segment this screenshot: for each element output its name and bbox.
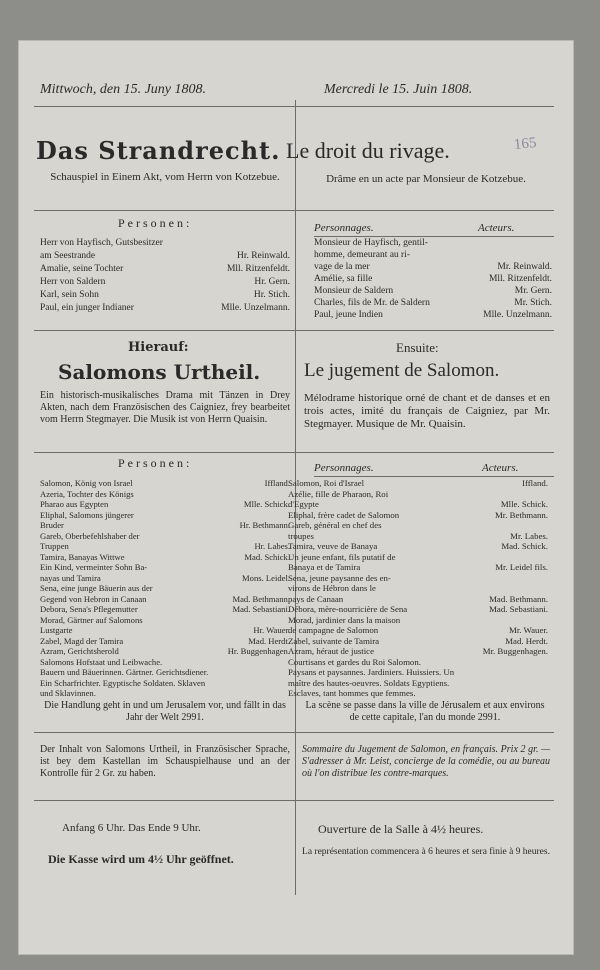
cast-row [288, 646, 548, 657]
cast-role: Banaya et de Tamira [288, 562, 361, 572]
cast-actor: Mad. Schick. [501, 541, 548, 551]
cast-role: Sena, jeune paysanne des en- [288, 572, 391, 583]
cast-role: Paysans et paysannes. Jardiniers. Huissiers. Un [288, 667, 455, 677]
cast-actor: Hr. Buggenhagen. [227, 646, 290, 656]
cast-role: Monsieur de Saldern [314, 286, 394, 296]
cast-actor: Iffland. [264, 478, 290, 488]
cast-role: Courtisans et gardes du Roi Salomon. [288, 656, 421, 667]
cast-row [288, 541, 548, 552]
cast-actor: Hr. Reinwald. [236, 251, 290, 261]
divider [314, 236, 554, 237]
cast-role: Bauern und Bäuerinnen. Gärtner. Gerichtsdiener. [40, 667, 209, 677]
divider [34, 210, 554, 211]
cast-actor: Iffland. [522, 478, 548, 488]
play1-subtitle-french: Drâme en un acte par Monsieur de Kotzebue. [326, 173, 526, 185]
divider [34, 800, 554, 801]
cast-row [40, 520, 290, 531]
cast-row [40, 625, 290, 636]
setting-german: Die Handlung geht in und um Jerusalem vor, und fällt in das Jahr der Welt 2991. [44, 700, 286, 723]
divider [34, 732, 554, 733]
cast-row [288, 489, 548, 500]
cast-row [40, 499, 290, 510]
cast-role: Débora, mère-nourricière de Sena [288, 604, 408, 614]
cast-row [40, 303, 290, 314]
cast-row [40, 667, 290, 678]
cast-role: Ein Scharfrichter. Egyptische Soldaten. Sklaven [40, 677, 206, 688]
cast-actor: Mr. Stich. [514, 298, 552, 308]
play2-cast-heading-actors: Acteurs. [482, 462, 519, 474]
cast-actor: Mr. Reinwald. [497, 262, 552, 272]
cast-role: Eliphal, frère cadet de Salomon [288, 509, 400, 520]
cast-role: nayas und Tamira [40, 572, 101, 583]
cast-actor: Hr. Labes. [254, 541, 290, 551]
cast-row [40, 277, 290, 288]
cast-row [40, 604, 290, 615]
cast-role: Debora, Sena's Pflegemutter [40, 604, 138, 614]
cast-row [40, 510, 290, 521]
cast-row [40, 678, 290, 689]
cast-role: Truppen [40, 541, 69, 551]
cast-role: Lustgarte [40, 625, 73, 635]
playbill-page [18, 40, 574, 955]
cast-row [40, 541, 290, 552]
cast-row [314, 274, 552, 285]
cast-actor: Mr. Wauer. [509, 625, 548, 635]
cast-actor: Hr. Stich. [253, 290, 290, 300]
cast-role: maître des hautes-oeuvres. Soldats Egyptiens. [288, 677, 450, 688]
cast-role: Gareb, général en chef des [288, 520, 382, 530]
cast-role: Salomons Hofstaat und Leibwache. [40, 656, 163, 667]
setting-french: La scène se passe dans la ville de Jérusalem et aux environs de cette capitale, l'an du monde 2991. [305, 700, 545, 723]
play2-description-german: Ein historisch-musikalisches Drama mit Tänzen in Drey Akten, nach dem Französischen des Caigniez, frey bearbeitet vom Herrn Stegmayer. Die Musik ist von Herrn Quaisin. [40, 390, 290, 425]
play1-cast-heading-roles: Personnages. [314, 222, 374, 234]
cast-role: Azeria, Tochter des Königs [40, 488, 134, 499]
cast-row [40, 573, 290, 584]
then-german: Hierauf: [128, 340, 189, 355]
cast-row [40, 251, 290, 262]
cast-role: Monsieur de Hayfisch, gentil- [314, 238, 428, 248]
cast-row [288, 604, 548, 615]
play2-cast-heading-german: Personen: [118, 456, 193, 470]
cast-role: Herr von Saldern [40, 277, 106, 287]
cast-actor: Mad. Herdt. [248, 635, 290, 646]
cast-row [288, 678, 548, 689]
cast-actor: Mr. Buggenhagen. [482, 646, 548, 656]
play1-title-french: Le droit du rivage. [286, 138, 450, 163]
cast-role: und Sklavinnen. [40, 688, 96, 698]
cast-row [314, 262, 552, 273]
cast-role: Sena, eine junge Bäuerin aus der [40, 583, 153, 593]
cast-row [288, 552, 548, 563]
cast-role: Paul, ein junger Indianer [40, 303, 134, 313]
cast-role: Tamira, Banayas Wittwe [40, 551, 125, 562]
cast-row [314, 298, 552, 309]
then-french: Ensuite: [396, 340, 439, 355]
cast-row [288, 625, 548, 636]
cast-role: troupes [288, 530, 314, 541]
cast-row [288, 615, 548, 626]
cast-row [40, 489, 290, 500]
cast-actor: Mlle. Schick. [500, 499, 548, 509]
divider [34, 452, 554, 453]
cast-role: Karl, sein Sohn [40, 290, 99, 300]
cast-row [288, 583, 548, 594]
times-french: La représentation commencera à 6 heures et sera finie à 9 heures. [302, 847, 550, 857]
cast-actor: Mlle. Unzelmann. [221, 303, 290, 313]
cast-role: Un jeune enfant, fils putatif de [288, 551, 396, 562]
cast-row [314, 238, 552, 249]
cast-actor: Mr. Labes. [510, 530, 548, 541]
cast-role: pays de Canaan [288, 593, 344, 604]
cast-role: Salomon, Roi d'Israel [288, 478, 365, 488]
cast-role: Salomon, König von Israel [40, 478, 133, 488]
cast-actor: Mad. Bethmann. [489, 593, 548, 604]
cast-row [288, 667, 548, 678]
cast-role: Herr von Hayfisch, Gutsbesitzer [40, 238, 163, 248]
cast-row [40, 562, 290, 573]
play2-description-french: Mélodrame historique orné de chant et de danses et en trois actes, imité du français de Caigniez, par Mr. Stegmayer. Musique de Mr. Quaisin. [304, 392, 550, 430]
cast-role: Zabel, suivante de Tamira [288, 635, 380, 646]
notice-french: Sommaire du Jugement de Salomon, en français. Prix 2 gr. — S'adresser à Mr. Leist, concierge de la comédie, ou au bureau où l'on distribue les contre-marques. [302, 744, 550, 779]
cast-role: am Seestrande [40, 251, 96, 261]
date-german: Mittwoch, den 15. Juny 1808. [40, 82, 207, 97]
play2-cast-heading-roles: Personnages. [314, 462, 374, 474]
cast-row [40, 583, 290, 594]
cast-role: Esclaves, tant hommes que femmes. [288, 688, 416, 698]
cast-row [288, 657, 548, 668]
cast-actor: Mad. Sebastiani. [489, 604, 548, 614]
cast-role: Gegend von Hebron in Canaan [40, 593, 147, 604]
cast-row [288, 636, 548, 647]
cast-row [40, 531, 290, 542]
cast-actor: Mlle. Schick. [243, 499, 290, 509]
cast-row [288, 594, 548, 605]
cast-row [40, 688, 290, 699]
cast-role: Eliphal, Salomons jüngerer [40, 509, 134, 520]
cast-actor: Mr. Bethmann. [494, 509, 548, 520]
cast-row [314, 250, 552, 261]
cast-role: Amalie, seine Tochter [40, 264, 124, 274]
cast-row [40, 552, 290, 563]
divider [314, 476, 554, 477]
cast-role: Azélie, fille de Pharaon, Roi [288, 488, 389, 499]
cast-row [40, 238, 290, 249]
date-french: Mercredi le 15. Juin 1808. [324, 82, 473, 97]
archive-number: 165 [513, 134, 538, 154]
cast-role: Azram, Gerichtsherold [40, 646, 119, 656]
cast-row [288, 562, 548, 573]
cast-row [288, 478, 548, 489]
box-office-german: Die Kasse wird um 4½ Uhr geöffnet. [48, 852, 234, 866]
cast-row [40, 636, 290, 647]
cast-role: Amélie, sa fille [314, 274, 373, 284]
cast-row [40, 264, 290, 275]
cast-actor: Mll. Ritzenfeldt. [226, 264, 290, 274]
times-german: Anfang 6 Uhr. Das Ende 9 Uhr. [62, 822, 201, 834]
cast-actor: Mr. Gern. [514, 286, 552, 296]
cast-actor: Mr. Leidel fils. [495, 562, 548, 572]
cast-actor: Mll. Ritzenfeldt. [488, 274, 552, 284]
cast-row [288, 688, 548, 699]
cast-actor: Mad. Herdt. [505, 635, 548, 646]
cast-actor: Hr. Wauer. [253, 625, 290, 635]
cast-row [288, 531, 548, 542]
cast-row [288, 520, 548, 531]
cast-actor: Hr. Bethmann. [239, 520, 290, 530]
cast-row [40, 615, 290, 626]
cast-actor: Mlle. Unzelmann. [483, 310, 552, 320]
cast-row [288, 499, 548, 510]
cast-row [314, 310, 552, 321]
cast-row [40, 478, 290, 489]
cast-role: Pharao aus Egypten [40, 499, 109, 509]
cast-actor: Mad. Schick. [244, 551, 290, 562]
cast-role: virons de Hébron dans le [288, 583, 376, 593]
cast-role: homme, demeurant au ri- [314, 250, 411, 260]
divider [34, 106, 554, 107]
cast-role: Charles, fils de Mr. de Saldern [314, 298, 430, 308]
cast-role: Azram, héraut de justice [288, 646, 374, 656]
cast-row [40, 594, 290, 605]
cast-row [288, 510, 548, 521]
cast-actor: Mad. Bethmann. [232, 593, 290, 604]
cast-row [40, 657, 290, 668]
play2-title-french: Le jugement de Salomon. [304, 360, 500, 381]
cast-row [314, 286, 552, 297]
cast-role: Gareb, Oberbefehlshaber der [40, 530, 140, 541]
cast-row [40, 646, 290, 657]
cast-role: vage de la mer [314, 262, 370, 272]
cast-actor: Hr. Gern. [254, 277, 290, 287]
cast-role: Morad, jardinier dans la maison [288, 614, 401, 625]
cast-role: de campagne de Salomon [288, 625, 379, 635]
notice-german: Der Inhalt von Salomons Urtheil, in Französischer Sprache, ist bey dem Kastellan im Schauspielhause und an der Kontrolle für 2 Gr. zu haben. [40, 744, 290, 779]
cast-actor: Mons. Leidel. [242, 572, 290, 583]
play1-title-german: Das Strandrecht. [36, 136, 281, 165]
cast-role: Morad, Gärtner auf Salomons [40, 614, 143, 625]
cast-actor: Mad. Sebastiani. [232, 604, 290, 614]
cast-role: Tamira, veuve de Banaya [288, 541, 378, 551]
cast-role: Bruder [40, 520, 64, 530]
divider [34, 330, 554, 331]
cast-row [288, 573, 548, 584]
cast-row [40, 290, 290, 301]
cast-role: Ein Kind, vermeinter Sohn Ba- [40, 562, 148, 572]
play1-cast-heading-actors: Acteurs. [478, 222, 515, 234]
cast-role: Zabel, Magd der Tamira [40, 635, 124, 646]
cast-role: d'Egypte [288, 499, 319, 509]
cast-role: Paul, jeune Indien [314, 310, 383, 320]
play1-subtitle-german: Schauspiel in Einem Akt, vom Herrn von Kotzebue. [50, 171, 280, 183]
play2-title-german: Salomons Urtheil. [58, 360, 261, 384]
opening-french: Ouverture de la Salle à 4½ heures. [318, 822, 484, 836]
play1-cast-heading-german: Personen: [118, 216, 193, 230]
